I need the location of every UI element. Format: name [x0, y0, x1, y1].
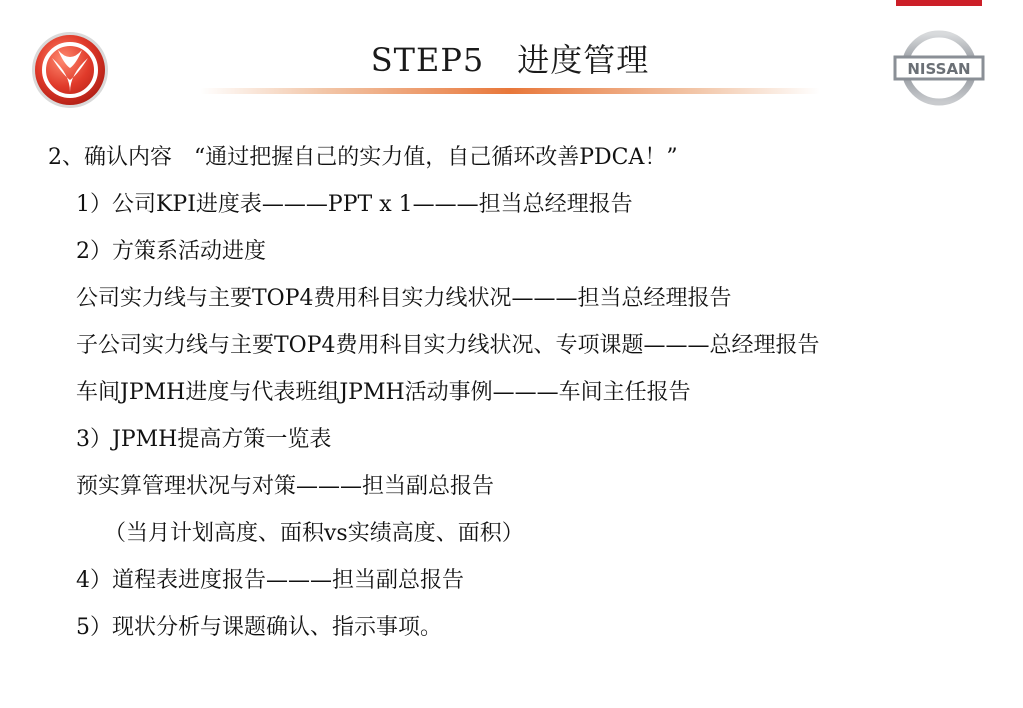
- list-item: 4）道程表进度报告———担当副总报告: [76, 568, 464, 593]
- list-item: 5）现状分析与课题确认、指示事项。: [76, 615, 442, 640]
- list-item: 2）方策系活动进度: [76, 239, 266, 264]
- list-item: 公司实力线与主要TOP4费用科目实力线状况———担当总经理报告: [76, 286, 732, 311]
- list-item: 子公司实力线与主要TOP4费用科目实力线状况、专项课题———总经理报告: [76, 333, 820, 358]
- list-item: 预实算管理状况与对策———担当副总报告: [76, 474, 495, 499]
- nissan-logo-text: NISSAN: [907, 60, 971, 78]
- list-item-note: （当月计划高度、面积vs实绩高度、面积）: [104, 521, 524, 546]
- list-item: 1）公司KPI进度表———PPT x 1———担当总经理报告: [76, 192, 633, 217]
- page-title: STEP5 进度管理: [370, 41, 650, 79]
- confirm-content-heading: 2、确认内容 “通过把握自己的实力值，自己循环改善PDCA！”: [48, 145, 678, 170]
- list-item: 3）JPMH提高方策一览表: [76, 427, 332, 452]
- list-item: 车间JPMH进度与代表班组JPMH活动事例———车间主任报告: [76, 380, 691, 405]
